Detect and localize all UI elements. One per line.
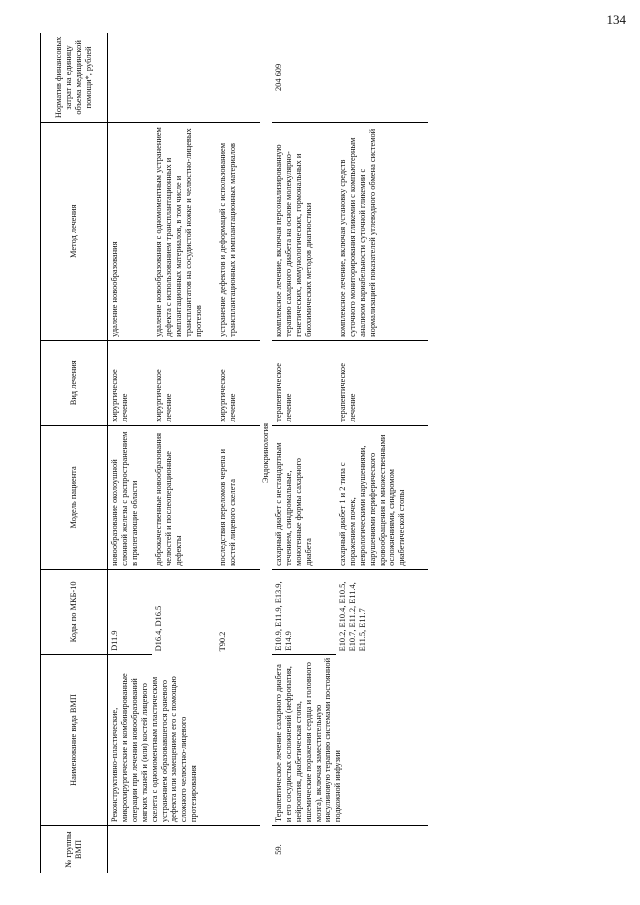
cell-codes: T90.2 bbox=[218, 631, 227, 651]
cell-model: сахарный диабет с нестандартным течением, синдромальные, моногенные формы сахарного диабета bbox=[272, 425, 336, 569]
header-codes: Коды по МКБ-10 bbox=[41, 569, 108, 654]
cell-vid: хирургическое лечение bbox=[152, 340, 216, 425]
section-title: Эндокринология bbox=[261, 422, 270, 483]
table-row bbox=[272, 33, 336, 873]
header-num: № группы ВМП bbox=[41, 825, 108, 872]
rotated-page bbox=[40, 33, 600, 873]
header-name: Наименование вида ВМП bbox=[41, 654, 108, 825]
cell-vid: хирургическое лечение bbox=[108, 340, 153, 425]
cell-metod: устранение дефектов и деформаций с использованием трансплантационных и имплантационных материалов bbox=[216, 122, 260, 340]
cell-metod: удаление новообразования bbox=[108, 122, 153, 340]
page-number: 134 bbox=[606, 12, 626, 27]
header-metod: Метод лечения bbox=[41, 122, 108, 340]
header-norm: Норматив финансовых затрат на единицу объема медицинской помощи*, рублей bbox=[41, 33, 108, 122]
cell-codes: D11.9 bbox=[108, 569, 153, 654]
cell-vid: терапевтическое лечение bbox=[336, 340, 428, 425]
table-header-row bbox=[41, 33, 108, 873]
cell-num bbox=[108, 825, 261, 872]
cell-metod: комплексное лечение, включая персонализированную терапию сахарного диабета на основе молекулярно-генетических, иммунологических, гормональных и биохимических методов диагностики bbox=[272, 122, 336, 340]
cell-vid: терапевтическое лечение bbox=[272, 340, 336, 425]
cell-name: Терапевтическое лечение сахарного диабета и его сосудистых осложнений (нефропатия, нейропатия, диабетическая стопа, ишемические поражения сердца и головного мозга), включая заместительную инсулиновую терапию системами постоянной подкожной инфузии bbox=[272, 654, 428, 825]
cell-num: 59. bbox=[273, 843, 283, 855]
cell-codes: E10.2, E10.4, E10.5, E10.7, E11.2, E11.4, E11.5, E11.7 bbox=[337, 581, 367, 651]
cell-vid: хирургическое лечение bbox=[216, 340, 260, 425]
cell-codes: D16.4, D16.5 bbox=[154, 605, 163, 651]
cell-model: новообразование околоушной слюнной железы с распространением в прилегающие области bbox=[108, 425, 153, 569]
vmp-table bbox=[40, 33, 428, 873]
cell-name: Реконструктивно-пластические, микрохирургические и комбинированные операции при лечении новообразований мягких тканей и (или) костей лицевого скелета с одномоментным пластическим устранением образовавшегося раневого дефекта или замещением его с помощью сложного челюстно-лицевого протезирования bbox=[108, 654, 261, 825]
section-row bbox=[260, 33, 272, 873]
cell-model: сахарный диабет 1 и 2 типа с поражением почек, неврологическими нарушениями, нарушениями периферического кровообращения и множественными осложнениями, синдромом диабетической стопы bbox=[336, 425, 428, 569]
table-row bbox=[108, 33, 153, 873]
cell-model: доброкачественные новообразования челюстей и послеоперационные дефекты bbox=[152, 425, 216, 569]
cell-model: последствия переломов черепа и костей лицевого скелета bbox=[216, 425, 260, 569]
cell-codes: E10.9, E11.9, E13.9, E14.9 bbox=[272, 569, 336, 654]
cell-metod: удаление новообразования с одномоментным устранением дефекта с использованием трансплантационных и имплантационных материалов, в том числе и трансплантатов на сосудистой ножке и челюстно-лицевых протезов bbox=[152, 122, 216, 340]
header-model: Модель пациента bbox=[41, 425, 108, 569]
cell-norm bbox=[108, 33, 261, 122]
cell-metod: комплексное лечение, включая установку средств суточного мониторирования гликемии с компьютерным анализом вариабельности суточной гликемии с нормализацией показателей углеводного обмена системой bbox=[336, 122, 428, 340]
header-vid: Вид лечения bbox=[41, 340, 108, 425]
cell-norm: 204 609 bbox=[272, 33, 428, 122]
